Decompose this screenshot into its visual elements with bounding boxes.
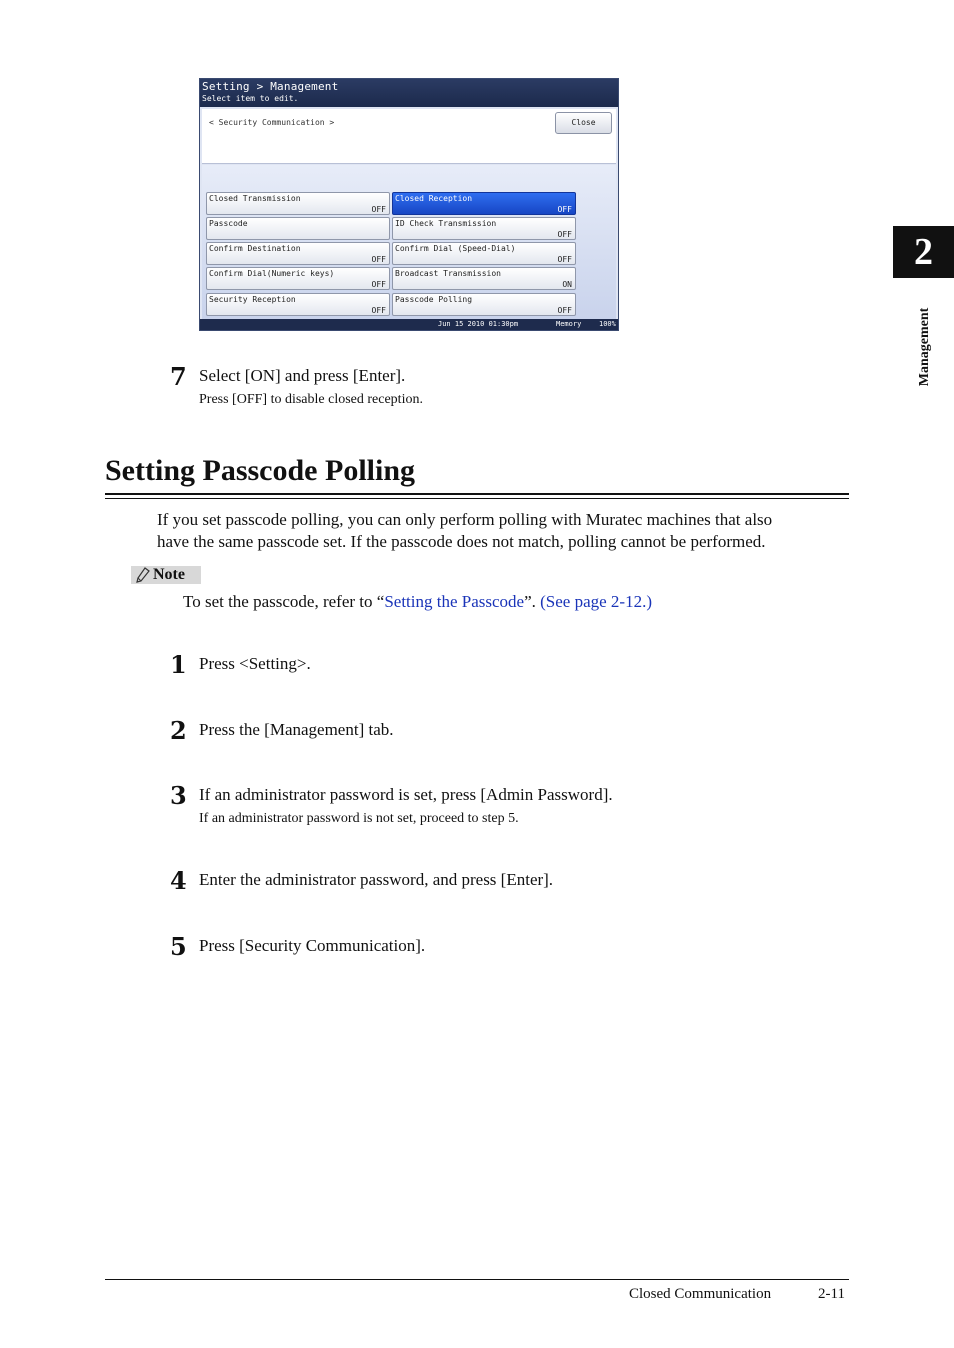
status-percent: 100% (599, 320, 616, 328)
chapter-side-label: Management (917, 307, 932, 387)
device-screen (199, 78, 619, 331)
option-passcode-polling[interactable] (392, 293, 576, 316)
status-date: Jun 15 2010 01:30pm (438, 320, 519, 328)
note-text (183, 592, 652, 612)
step-4-number: 4 (170, 866, 187, 895)
step-7-text: Select [ON] and press [Enter]. (199, 366, 406, 385)
option-value: OFF (371, 205, 386, 214)
close-button[interactable]: Close (555, 112, 612, 134)
option-label: Passcode (209, 219, 248, 228)
option-passcode[interactable] (206, 217, 390, 240)
step-3-sub: If an administrator password is not set, proceed to step 5. (199, 811, 519, 826)
screen-breadcrumb: < Security Communication > (209, 118, 335, 127)
option-security-reception[interactable] (206, 293, 390, 316)
option-id-check-transmission[interactable] (392, 217, 576, 240)
note-text-prefix: To set the passcode, refer to “ (183, 592, 385, 611)
step-3-number: 3 (170, 781, 187, 810)
option-label: Confirm Dial (Speed-Dial) (395, 244, 516, 253)
step-2-text: Press the [Management] tab. (199, 720, 394, 739)
step-4-text: Enter the administrator password, and press [Enter]. (199, 870, 554, 889)
section-title: Setting Passcode Polling (105, 454, 416, 487)
option-label: Closed Transmission (209, 194, 301, 203)
pencil-icon (136, 567, 150, 583)
footer-rule (105, 1279, 849, 1280)
option-label: Confirm Destination (209, 244, 301, 253)
step-5-text: Press [Security Communication]. (199, 936, 426, 955)
option-closed-reception[interactable] (392, 192, 576, 215)
step-7-sub: Press [OFF] to disable closed reception. (199, 392, 423, 407)
option-value: OFF (557, 205, 572, 214)
option-label: Security Reception (209, 295, 296, 304)
option-confirm-destination[interactable] (206, 242, 390, 265)
option-confirm-dial-speed-dial[interactable] (392, 242, 576, 265)
step-1-number: 1 (170, 650, 187, 679)
step-2-number: 2 (170, 716, 187, 745)
intro-paragraph-line-1: If you set passcode polling, you can only perform polling with Muratec machines that also (157, 510, 773, 529)
passcode-link[interactable]: Setting the Passcode (384, 592, 525, 611)
option-value: OFF (557, 306, 572, 315)
page-ref-link[interactable]: (See page 2-12.) (540, 592, 652, 611)
note-text-mid: ”. (524, 592, 541, 611)
option-label: ID Check Transmission (395, 219, 497, 228)
title-rule (105, 493, 849, 495)
step-1-text: Press <Setting>. (199, 654, 311, 673)
chapter-tab: 2 (893, 226, 954, 278)
option-label: Closed Reception (395, 194, 473, 203)
option-closed-transmission[interactable] (206, 192, 390, 215)
screen-subtitle: Select item to edit. (202, 94, 299, 103)
option-value: OFF (557, 230, 572, 239)
intro-paragraph-line-2: have the same passcode set. If the passcode does not match, polling cannot be performed. (157, 532, 766, 551)
step-7-number: 7 (170, 362, 187, 391)
step-5-number: 5 (170, 932, 187, 961)
screen-title: Setting > Management (202, 80, 339, 93)
footer-page-number: 2-11 (818, 1286, 845, 1302)
option-value: OFF (557, 255, 572, 264)
footer-section-title: Closed Communication (629, 1286, 772, 1302)
note-label: Note (153, 566, 185, 583)
option-label: Broadcast Transmission (395, 269, 501, 278)
option-label: Passcode Polling (395, 295, 473, 304)
option-value: OFF (371, 280, 386, 289)
step-3-text: If an administrator password is set, press [Admin Password]. (199, 785, 613, 804)
option-value: ON (562, 280, 572, 289)
option-confirm-dial-numeric-keys[interactable] (206, 267, 390, 290)
note-badge (131, 566, 201, 584)
title-rule-thin (105, 498, 849, 499)
option-broadcast-transmission[interactable] (392, 267, 576, 290)
status-memory: Memory (556, 320, 582, 328)
option-value: OFF (371, 306, 386, 315)
status-bar (200, 319, 618, 330)
option-value: OFF (371, 255, 386, 264)
screen-header (200, 79, 618, 107)
option-label: Confirm Dial(Numeric keys) (209, 269, 335, 278)
